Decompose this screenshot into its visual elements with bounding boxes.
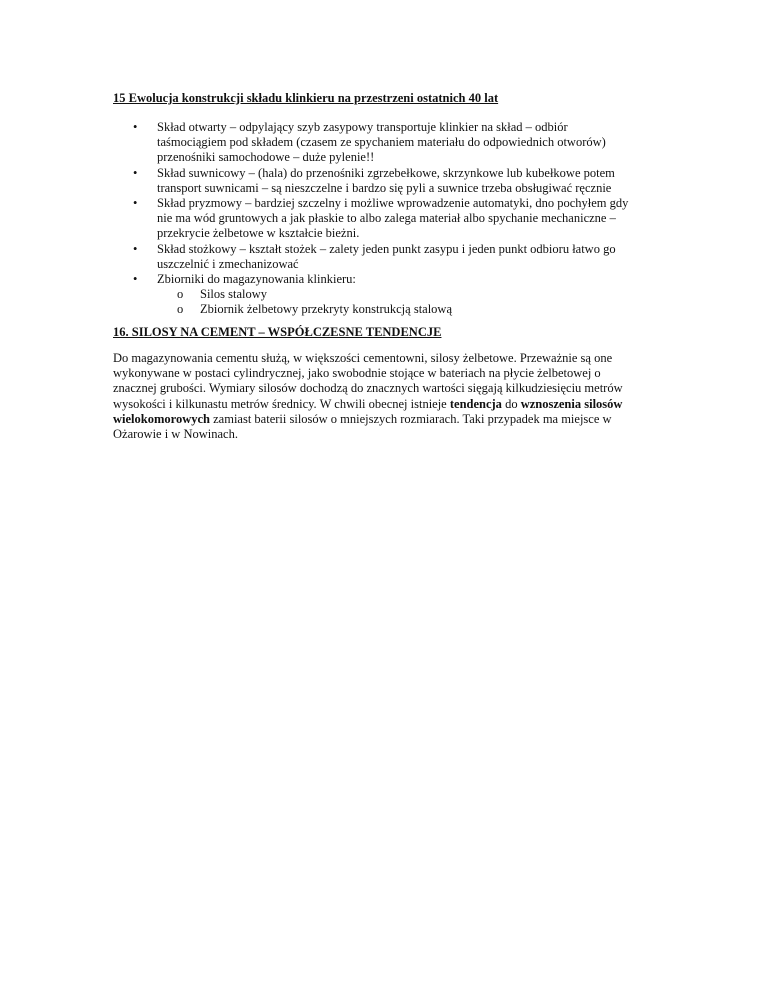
paragraph-bold-text: wznoszenia silosów wielokomorowych: [113, 396, 623, 426]
sub-list-item: [157, 287, 633, 302]
sub-list-item-text: Zbiornik żelbetowy przekryty konstrukcją stalową: [200, 302, 453, 317]
paragraph-text: do: [501, 396, 521, 411]
bullet-icon: •: [133, 241, 138, 256]
circle-bullet-icon: o: [177, 287, 184, 302]
sub-list: [157, 287, 633, 317]
sub-list-item-text: Silos stalowy: [200, 287, 268, 302]
paragraph-bold-text: tendencja: [449, 396, 502, 411]
bullet-icon: •: [133, 165, 138, 180]
section-15-heading: 15 Ewolucja konstrukcji składu klinkieru na przestrzeni ostatnich 40 lat: [113, 91, 499, 105]
list-item: [113, 196, 633, 242]
section-15-bullet-list: [113, 120, 633, 318]
list-item-text: Skład suwnicowy – (hala) do przenośniki zgrzebełkowe, skrzynkowe lub kubełkowe potem transport suwnicami – są nieszczelne i bardzo się pyli a suwnice trzeba obsługiwać ręcznie: [157, 165, 615, 195]
list-item-text: Skład stożkowy – kształt stożek – zalety jeden punkt zasypu i jeden punkt odbioru łatwo go uszczelnić i zmechanizować: [157, 241, 616, 271]
list-item-text: Skład pryzmowy – bardziej szczelny i możliwe wprowadzenie automatyki, dno pochyłem gdy nie ma wód gruntowych a jak płaskie to albo zalega materiał albo spychanie mechaniczne – przekrycie żelbetowe w kształcie bieżni.: [157, 196, 629, 241]
list-item: [113, 166, 633, 196]
paragraph-text: zamiast baterii silosów o mniejszych rozmiarach. Taki przypadek ma miejsce w Ożarowie i w Nowinach.: [113, 411, 612, 442]
list-item: [113, 272, 633, 318]
circle-bullet-icon: o: [177, 302, 184, 317]
section-16-paragraph: [113, 351, 633, 442]
list-item: [113, 242, 633, 272]
bullet-icon: •: [133, 120, 138, 134]
list-item-text: Skład otwarty – odpylający szyb zasypowy transportuje klinkier na skład – odbiór taśmociągiem pod składem (czasem ze spychaniem materiału do odpowiednich otworów) przenośniki samochodowe – duże pylenie!!: [157, 120, 606, 165]
section-16-heading: 16. SILOSY NA CEMENT – WSPÓŁCZESNE TENDENCJE: [113, 325, 442, 339]
bullet-icon: •: [133, 196, 138, 211]
paragraph-text: Do magazynowania cementu służą, w większości cementowni, silosy żelbetowe. Przeważnie są one wykonywane w postaci cylindrycznej, jako swobodnie stojące w bateriach na płycie żelbetowej o znacznej grubości. Wymiary silosów dochodzą do znacznych wartości sięgają kilkudziesięciu metrów wysokości i kilkunastu metrów średnicy. W chwili obecnej istnieje: [113, 351, 623, 411]
sub-list-item: [157, 302, 633, 317]
list-item: [113, 120, 633, 166]
list-item-text: Zbiorniki do magazynowania klinkieru:: [157, 272, 356, 287]
bullet-icon: •: [133, 272, 138, 287]
